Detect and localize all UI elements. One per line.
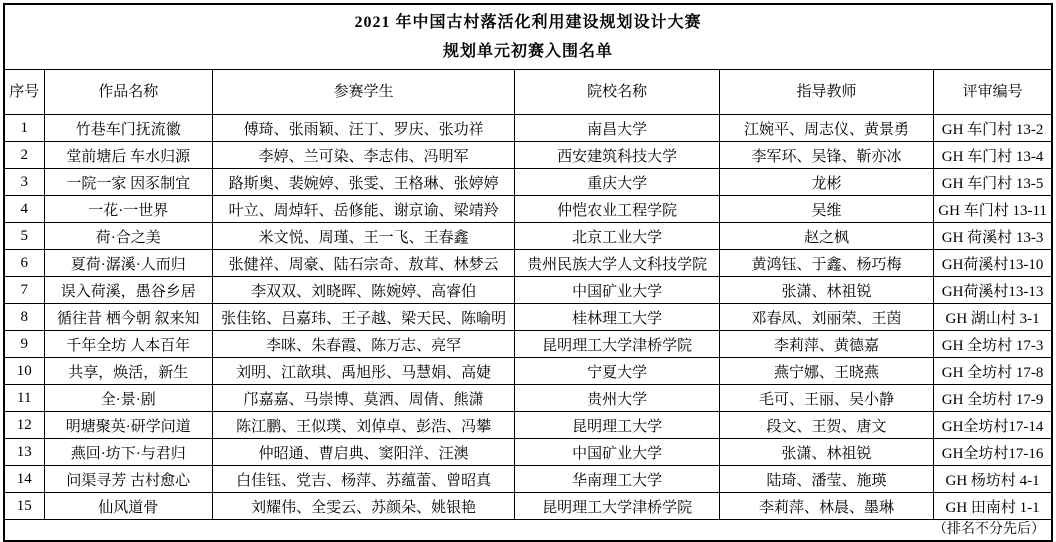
cell-work-name: 千年全坊 人本百年 (44, 331, 212, 358)
cell-teachers: 李军环、吴锋、靳亦冰 (719, 142, 933, 169)
table-row (4, 358, 1052, 385)
cell-seq-number: 14 (4, 466, 44, 493)
column-header-students: 参赛学生 (212, 70, 515, 115)
cell-students: 张佳铭、吕嘉玮、王子越、梁天民、陈喻明 (212, 304, 515, 331)
cell-teachers: 燕宁娜、王晓燕 (719, 358, 933, 385)
table-row (4, 466, 1052, 493)
cell-seq-number: 2 (4, 142, 44, 169)
cell-review-id: GH 湖山村 3-1 (934, 304, 1052, 331)
cell-teachers: 龙彬 (719, 169, 933, 196)
cell-seq-number: 3 (4, 169, 44, 196)
header-row (4, 70, 1052, 115)
cell-work-name: 共享，焕活，新生 (44, 358, 212, 385)
cell-review-id: GH 车门村 13-2 (934, 115, 1052, 142)
cell-school-name: 北京工业大学 (515, 223, 719, 250)
cell-school-name: 昆明理工大学津桥学院 (515, 493, 719, 520)
cell-seq-number: 1 (4, 115, 44, 142)
cell-school-name: 中国矿业大学 (515, 439, 719, 466)
footer-note: （排名不分先后） (4, 520, 1052, 542)
cell-review-id: GH 车门村 13-11 (934, 196, 1052, 223)
cell-work-name: 仙风道骨 (44, 493, 212, 520)
cell-teachers: 赵之枫 (719, 223, 933, 250)
cell-review-id: GH 车门村 13-4 (934, 142, 1052, 169)
column-header-teachers: 指导教师 (719, 70, 933, 115)
cell-students: 刘耀伟、全雯云、苏颜朵、姚银艳 (212, 493, 515, 520)
cell-students: 傅琦、张雨颖、汪丁、罗庆、张功祥 (212, 115, 515, 142)
cell-school-name: 桂林理工大学 (515, 304, 719, 331)
table-row (4, 223, 1052, 250)
cell-work-name: 明塘聚英·研学问道 (44, 412, 212, 439)
cell-review-id: GH 车门村 13-5 (934, 169, 1052, 196)
cell-seq-number: 7 (4, 277, 44, 304)
cell-seq-number: 6 (4, 250, 44, 277)
cell-school-name: 重庆大学 (515, 169, 719, 196)
cell-teachers: 张潇、林祖锐 (719, 277, 933, 304)
cell-work-name: 堂前塘后 车水归源 (44, 142, 212, 169)
cell-review-id: GH荷溪村13-13 (934, 277, 1052, 304)
table-row (4, 331, 1052, 358)
cell-school-name: 华南理工大学 (515, 466, 719, 493)
cell-seq-number: 4 (4, 196, 44, 223)
cell-work-name: 夏荷·潺溪·人而归 (44, 250, 212, 277)
cell-work-name: 全·景·剧 (44, 385, 212, 412)
column-header-seq: 序号 (4, 70, 44, 115)
cell-seq-number: 11 (4, 385, 44, 412)
cell-school-name: 昆明理工大学津桥学院 (515, 331, 719, 358)
cell-review-id: GH全坊村17-14 (934, 412, 1052, 439)
table-row (4, 115, 1052, 142)
table-row (4, 385, 1052, 412)
cell-work-name: 一花·一世界 (44, 196, 212, 223)
cell-school-name: 中国矿业大学 (515, 277, 719, 304)
cell-students: 仲昭通、曹启典、窦阳洋、汪澳 (212, 439, 515, 466)
cell-students: 白佳钰、党吉、杨萍、苏蕴蕾、曾昭真 (212, 466, 515, 493)
column-header-work: 作品名称 (44, 70, 212, 115)
cell-teachers: 陆琦、潘莹、施瑛 (719, 466, 933, 493)
cell-seq-number: 12 (4, 412, 44, 439)
cell-work-name: 荷·合之美 (44, 223, 212, 250)
cell-work-name: 循往昔 栖今朝 叙来知 (44, 304, 212, 331)
column-header-review: 评审编号 (934, 70, 1052, 115)
cell-review-id: GH 全坊村 17-8 (934, 358, 1052, 385)
cell-seq-number: 9 (4, 331, 44, 358)
cell-teachers: 李莉萍、林晨、墨琳 (719, 493, 933, 520)
document-title (4, 4, 1052, 70)
table-row (4, 250, 1052, 277)
cell-work-name: 问渠寻芳 古村愈心 (44, 466, 212, 493)
cell-students: 刘明、江歆琪、禹旭彤、马慧娟、高婕 (212, 358, 515, 385)
cell-school-name: 南昌大学 (515, 115, 719, 142)
cell-teachers: 邓春凤、刘丽荣、王茵 (719, 304, 933, 331)
finalists-table (3, 3, 1053, 542)
cell-work-name: 误入荷溪，愚谷乡居 (44, 277, 212, 304)
cell-seq-number: 8 (4, 304, 44, 331)
table-row (4, 142, 1052, 169)
cell-review-id: GH 全坊村 17-3 (934, 331, 1052, 358)
cell-seq-number: 13 (4, 439, 44, 466)
cell-work-name: 竹巷车门抚流徽 (44, 115, 212, 142)
cell-school-name: 贵州民族大学人文科技学院 (515, 250, 719, 277)
cell-students: 张健祥、周豪、陆石宗奇、敖茸、林梦云 (212, 250, 515, 277)
cell-students: 李婷、兰可染、李志伟、冯明军 (212, 142, 515, 169)
cell-school-name: 贵州大学 (515, 385, 719, 412)
table-row (4, 439, 1052, 466)
title-line-1: 2021 年中国古村落活化利用建设规划设计大赛 (354, 14, 702, 31)
cell-work-name: 一院一家 因豕制宜 (44, 169, 212, 196)
cell-teachers: 李莉萍、黄德嘉 (719, 331, 933, 358)
cell-review-id: GH荷溪村13-10 (934, 250, 1052, 277)
cell-review-id: GH 田南村 1-1 (934, 493, 1052, 520)
table-row (4, 277, 1052, 304)
table-row (4, 196, 1052, 223)
cell-students: 叶立、周焯轩、岳修能、谢京谕、梁靖羚 (212, 196, 515, 223)
cell-students: 米文悦、周瑾、王一飞、王春鑫 (212, 223, 515, 250)
table-row (4, 412, 1052, 439)
cell-seq-number: 5 (4, 223, 44, 250)
cell-students: 陈江鹏、王似璞、刘倬卓、彭浩、冯攀 (212, 412, 515, 439)
cell-review-id: GH全坊村17-16 (934, 439, 1052, 466)
cell-students: 路斯奥、裴婉婷、张雯、王格琳、张婷婷 (212, 169, 515, 196)
cell-students: 李双双、刘晓晖、陈婉婷、高睿伯 (212, 277, 515, 304)
cell-school-name: 昆明理工大学 (515, 412, 719, 439)
title-line-2: 规划单元初赛入围名单 (442, 43, 613, 60)
cell-review-id: GH 全坊村 17-9 (934, 385, 1052, 412)
cell-school-name: 西安建筑科技大学 (515, 142, 719, 169)
column-header-school: 院校名称 (515, 70, 719, 115)
cell-school-name: 仲恺农业工程学院 (515, 196, 719, 223)
title-row (4, 4, 1052, 70)
cell-students: 邝嘉嘉、马崇博、莫洒、周倩、熊潇 (212, 385, 515, 412)
cell-review-id: GH 荷溪村 13-3 (934, 223, 1052, 250)
cell-school-name: 宁夏大学 (515, 358, 719, 385)
table-body (4, 115, 1052, 520)
cell-seq-number: 10 (4, 358, 44, 385)
cell-teachers: 毛可、王丽、吴小静 (719, 385, 933, 412)
cell-teachers: 段文、王贺、唐文 (719, 412, 933, 439)
cell-students: 李咪、朱春霞、陈万志、亮罕 (212, 331, 515, 358)
table-row (4, 169, 1052, 196)
cell-teachers: 黄鸿钰、于鑫、杨巧梅 (719, 250, 933, 277)
cell-teachers: 吴维 (719, 196, 933, 223)
cell-teachers: 江婉平、周志仪、黄景勇 (719, 115, 933, 142)
table-row (4, 493, 1052, 520)
cell-teachers: 张潇、林祖锐 (719, 439, 933, 466)
cell-seq-number: 15 (4, 493, 44, 520)
cell-review-id: GH 杨坊村 4-1 (934, 466, 1052, 493)
cell-work-name: 燕回·坊下·与君归 (44, 439, 212, 466)
table-row (4, 304, 1052, 331)
